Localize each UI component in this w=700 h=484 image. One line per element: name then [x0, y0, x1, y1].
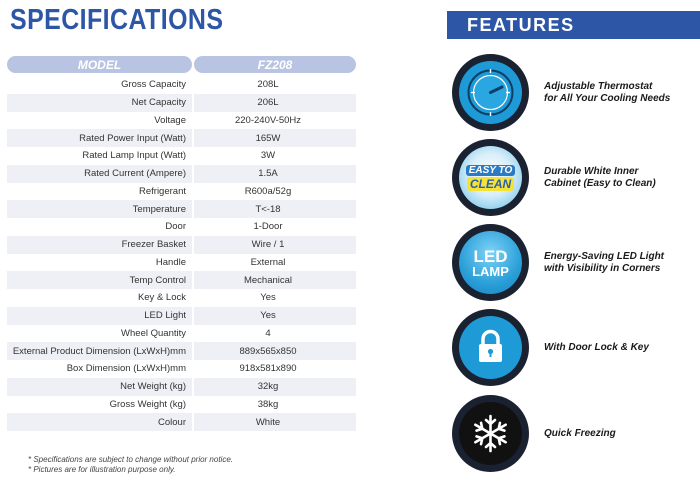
spec-label: Gross Capacity — [7, 76, 194, 94]
snowflake-icon — [459, 402, 522, 465]
spec-label: Rated Lamp Input (Watt) — [7, 147, 194, 165]
feature-line: Durable White Inner — [544, 165, 639, 177]
spec-label: Rated Power Input (Watt) — [7, 129, 194, 147]
specifications-title: SPECIFICATIONS — [10, 4, 224, 36]
spec-value: 208L — [194, 76, 356, 94]
spec-value: 918x581x890 — [194, 360, 356, 378]
spec-label: External Product Dimension (LxWxH)mm — [7, 342, 194, 360]
spec-value: 165W — [194, 129, 356, 147]
feature-thermostat — [452, 54, 694, 131]
feature-text — [544, 428, 694, 440]
feature-text — [544, 166, 694, 190]
table-row — [7, 325, 356, 343]
led-badge-text: LED — [473, 246, 508, 266]
spec-value: 38kg — [194, 396, 356, 414]
lamp-badge-text: LAMP — [472, 263, 509, 279]
table-row — [7, 147, 356, 165]
footnotes — [28, 455, 233, 475]
feature-badge — [452, 395, 529, 472]
feature-text — [544, 342, 694, 354]
spec-label: Temp Control — [7, 271, 194, 289]
spec-rows — [7, 76, 356, 431]
thermostat-dial-icon — [459, 61, 522, 124]
table-row — [7, 254, 356, 272]
spec-label: Net Weight (kg) — [7, 378, 194, 396]
feature-line: Cabinet (Easy to Clean) — [544, 177, 656, 189]
table-row — [7, 342, 356, 360]
spec-value: White — [194, 413, 356, 431]
spec-value: Mechanical — [194, 271, 356, 289]
table-row — [7, 94, 356, 112]
feature-text — [544, 81, 694, 105]
spec-value: 889x565x850 — [194, 342, 356, 360]
feature-line: Quick Freezing — [544, 427, 616, 439]
features-title: FEATURES — [467, 14, 575, 35]
table-row — [7, 183, 356, 201]
table-row — [7, 289, 356, 307]
feature-line: with Visibility in Corners — [544, 262, 661, 274]
model-number-header: FZ208 — [194, 56, 356, 73]
spec-label: Rated Current (Ampere) — [7, 165, 194, 183]
footnote: * Specifications are subject to change without prior notice. — [28, 455, 234, 464]
spec-value: 220-240V-50Hz — [194, 112, 356, 130]
spec-label: Handle — [7, 254, 194, 272]
features-banner — [447, 11, 700, 39]
feature-door-lock — [452, 309, 694, 386]
clean-badge-text: CLEAN — [467, 177, 514, 191]
table-row — [7, 112, 356, 130]
table-row — [7, 129, 356, 147]
spec-label: Colour — [7, 413, 194, 431]
feature-line: for All Your Cooling Needs — [544, 92, 671, 104]
spec-label: Temperature — [7, 200, 194, 218]
spec-label: Door — [7, 218, 194, 236]
spec-value: T<-18 — [194, 200, 356, 218]
specifications-table — [7, 56, 356, 431]
feature-line: Energy-Saving LED Light — [544, 250, 665, 262]
feature-text — [544, 251, 694, 275]
spec-label: LED Light — [7, 307, 194, 325]
feature-easy-clean — [452, 139, 694, 216]
table-row — [7, 307, 356, 325]
spec-value: 4 — [194, 325, 356, 343]
spec-label: Key & Lock — [7, 289, 194, 307]
table-row — [7, 413, 356, 431]
table-row — [7, 396, 356, 414]
spec-value: 1-Door — [194, 218, 356, 236]
model-header: MODEL — [7, 56, 192, 73]
table-header — [7, 56, 356, 73]
spec-label: Gross Weight (kg) — [7, 396, 194, 414]
feature-badge — [452, 224, 529, 301]
table-row — [7, 360, 356, 378]
table-row — [7, 218, 356, 236]
table-row — [7, 200, 356, 218]
spec-value: Yes — [194, 307, 356, 325]
spec-value: External — [194, 254, 356, 272]
table-row — [7, 271, 356, 289]
spec-value: 206L — [194, 94, 356, 112]
feature-badge — [452, 139, 529, 216]
led-lamp-icon — [459, 231, 522, 294]
easy-to-badge-text: EASY TO — [466, 165, 516, 176]
footnote: * Pictures are for illustration purpose only. — [28, 465, 176, 474]
spec-label: Wheel Quantity — [7, 325, 194, 343]
feature-badge — [452, 309, 529, 386]
feature-quick-freezing — [452, 395, 694, 472]
spec-value: 32kg — [194, 378, 356, 396]
spec-label: Box Dimension (LxWxH)mm — [7, 360, 194, 378]
table-row — [7, 378, 356, 396]
feature-line: Adjustable Thermostat — [544, 80, 653, 92]
table-row — [7, 236, 356, 254]
padlock-icon — [459, 316, 522, 379]
feature-badge — [452, 54, 529, 131]
feature-line: With Door Lock & Key — [544, 341, 649, 353]
easy-to-clean-icon — [459, 146, 522, 209]
spec-value: 1.5A — [194, 165, 356, 183]
spec-value: Yes — [194, 289, 356, 307]
spec-value: Wire / 1 — [194, 236, 356, 254]
table-row — [7, 165, 356, 183]
table-row — [7, 76, 356, 94]
spec-label: Net Capacity — [7, 94, 194, 112]
spec-label: Refrigerant — [7, 183, 194, 201]
spec-label: Freezer Basket — [7, 236, 194, 254]
feature-led-lamp — [452, 224, 694, 301]
spec-value: R600a/52g — [194, 183, 356, 201]
spec-label: Voltage — [7, 112, 194, 130]
spec-value: 3W — [194, 147, 356, 165]
